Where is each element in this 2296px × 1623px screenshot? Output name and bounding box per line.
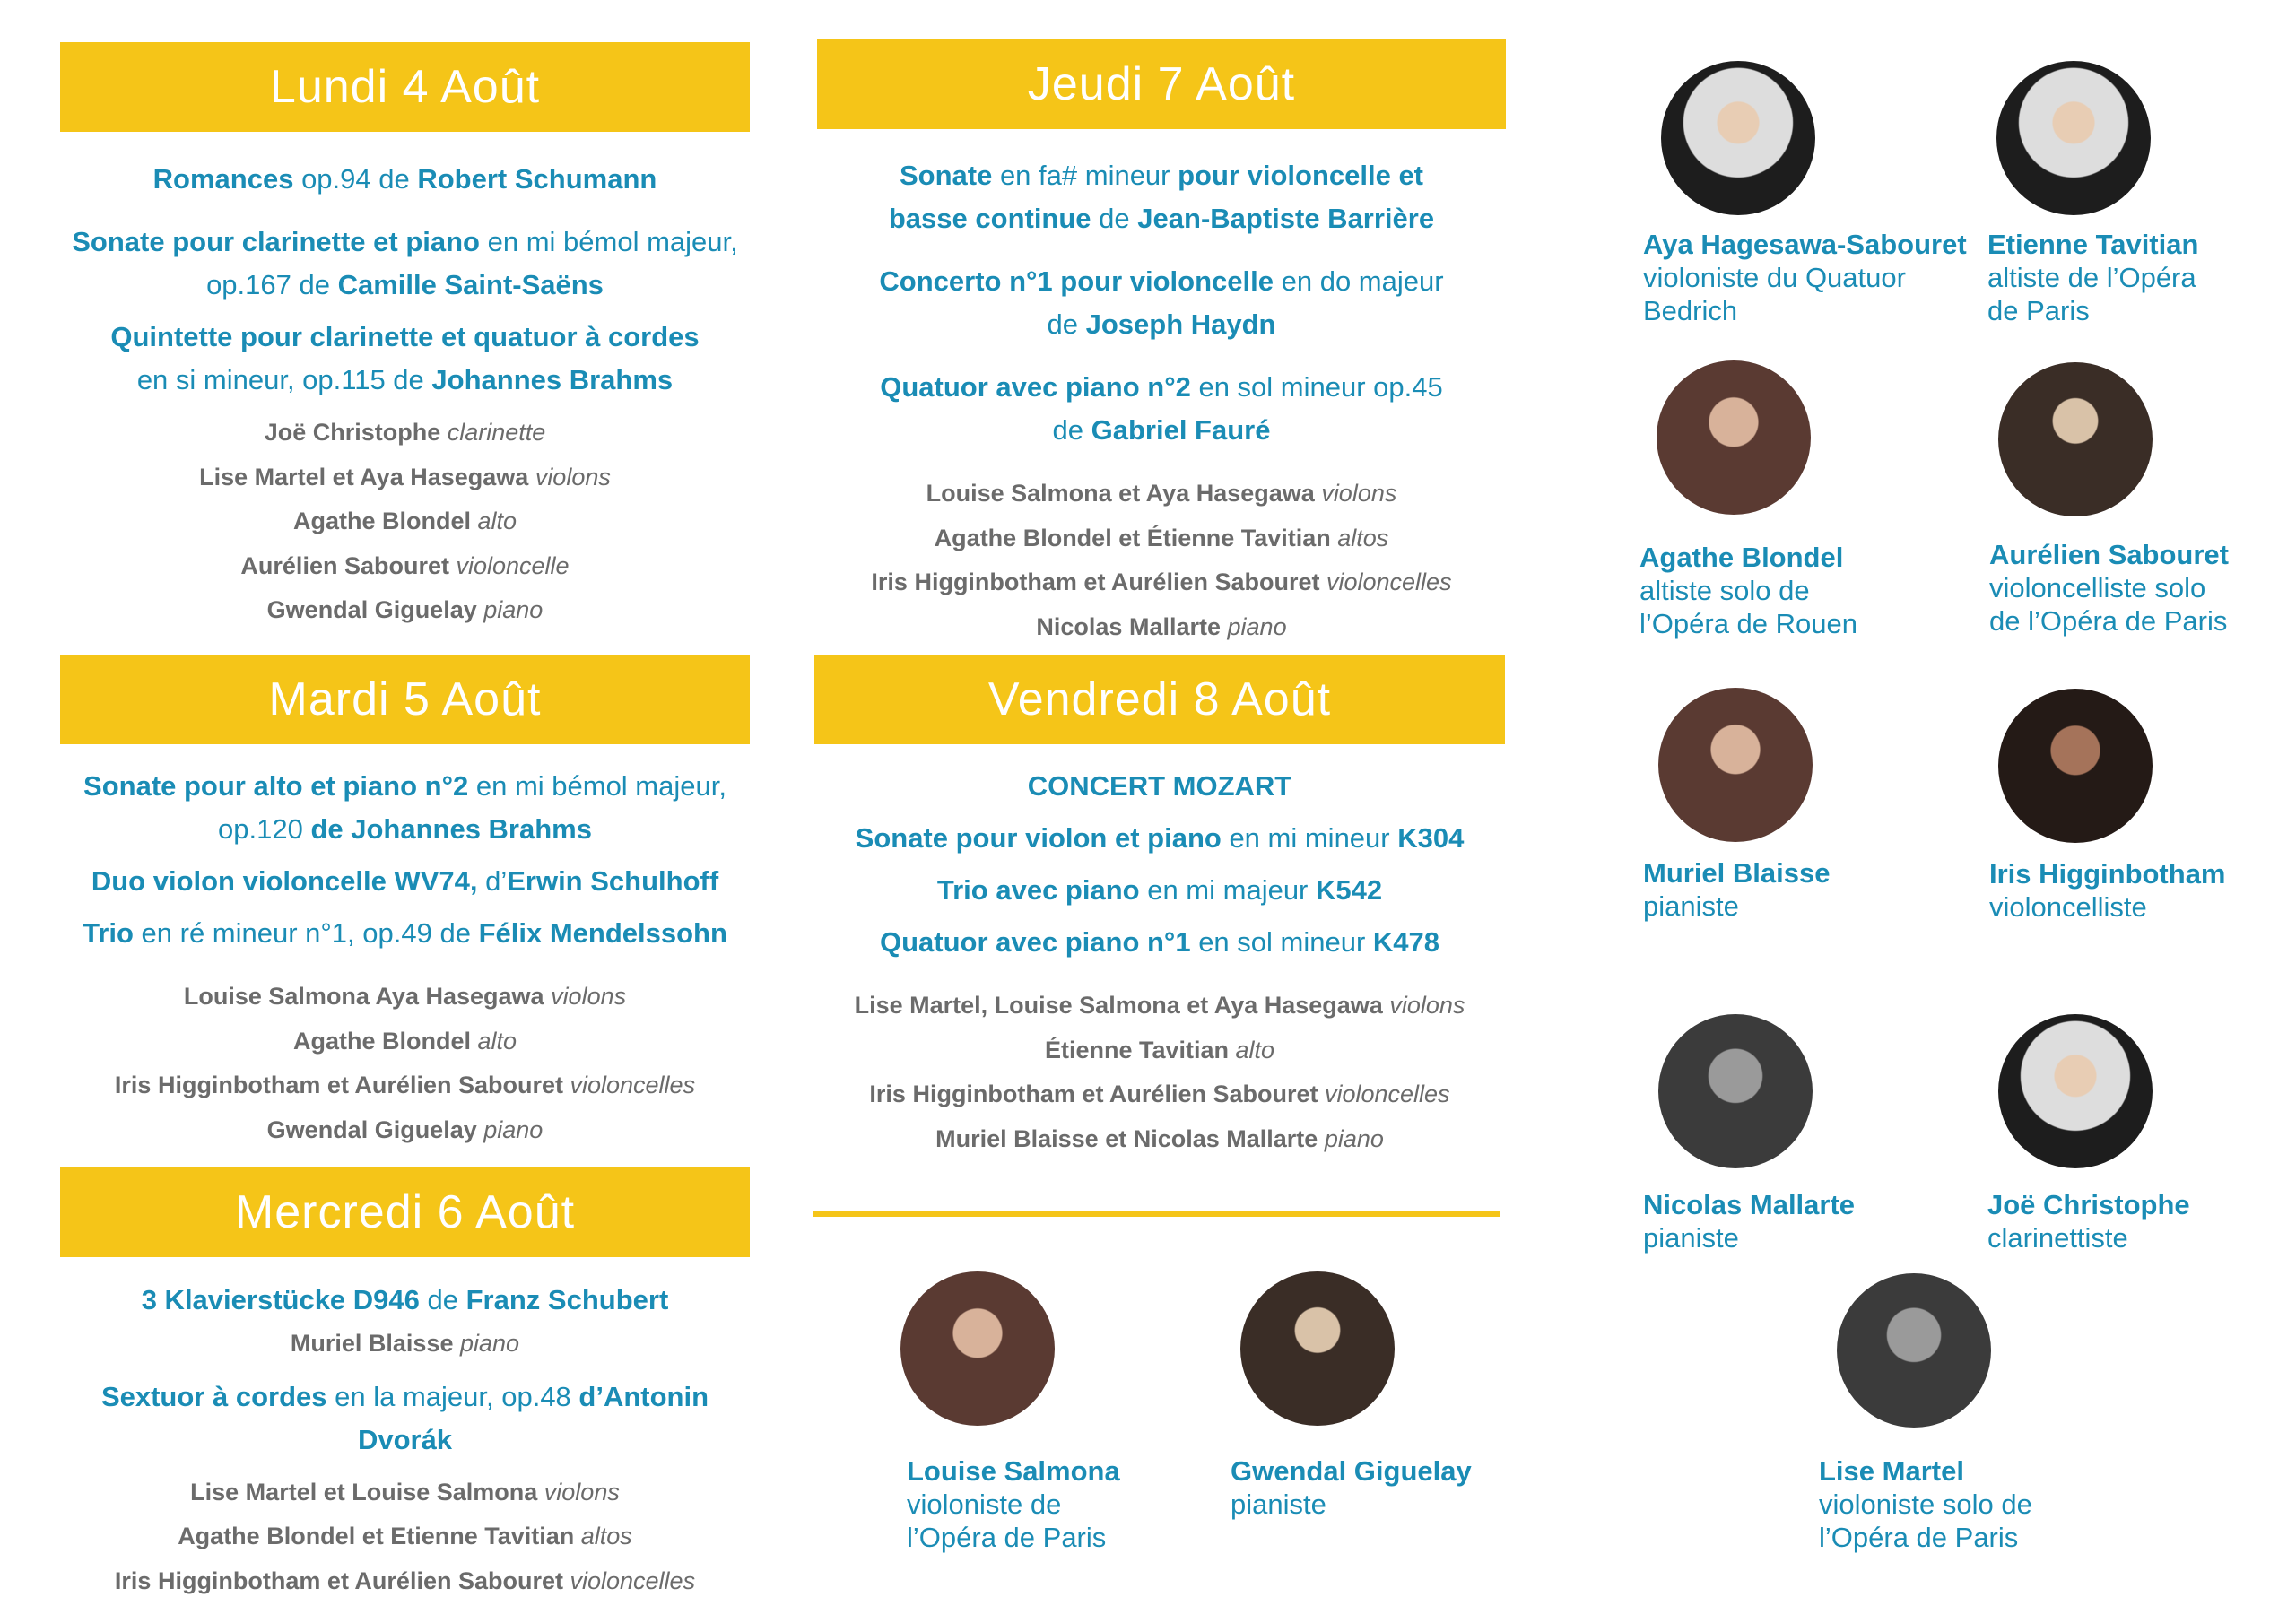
performer-line: Iris Higginbotham et Aurélien Sabouret violoncelles bbox=[869, 1081, 1450, 1107]
performer-line: Gwendal Giguelay piano bbox=[266, 1115, 544, 1143]
artist-bio-joe bbox=[1987, 1188, 2190, 1254]
artist-role: violoniste du Quatuor bbox=[1643, 262, 1906, 293]
day-title: Lundi 4 Août bbox=[269, 61, 541, 113]
artist-bio-iris bbox=[1989, 857, 2226, 924]
portrait-louise bbox=[900, 1271, 1055, 1426]
performer-line: Agathe Blondel et Etienne Tavitian altos bbox=[178, 1523, 632, 1549]
work-item: Trio avec piano en mi majeur K542 bbox=[936, 874, 1383, 906]
work-item: Sonate pour clarinette et piano en mi bémol majeur, bbox=[72, 226, 738, 257]
program-jeudi bbox=[817, 154, 1506, 649]
work-item-cont: de Gabriel Fauré bbox=[1052, 414, 1271, 446]
program-lundi bbox=[60, 158, 750, 633]
artist-role: altiste de l’Opéra bbox=[1987, 262, 2196, 293]
performer-line: Muriel Blaisse piano bbox=[290, 1330, 520, 1357]
artist-bio-agathe bbox=[1639, 541, 1857, 640]
portrait-muriel bbox=[1658, 688, 1813, 842]
artist-name: Joë Christophe bbox=[1987, 1189, 2190, 1220]
artist-role: pianiste bbox=[1643, 1222, 1739, 1254]
performer-line: Gwendal Giguelay piano bbox=[266, 596, 544, 623]
program-mercredi bbox=[60, 1279, 750, 1603]
performer-line: Agathe Blondel alto bbox=[292, 508, 517, 534]
day-banner-mardi bbox=[60, 655, 750, 744]
artist-name: Louise Salmona bbox=[907, 1455, 1120, 1487]
performer-line: Louise Salmona et Aya Hasegawa violons bbox=[926, 480, 1397, 507]
artist-bio-gwendal bbox=[1231, 1454, 1472, 1521]
work-item-cont: basse continue de Jean-Baptiste Barrière bbox=[888, 203, 1435, 234]
portrait-agathe bbox=[1657, 360, 1811, 515]
artist-bio-lise bbox=[1819, 1454, 2032, 1554]
performer-line: Agathe Blondel et Étienne Tavitian altos bbox=[934, 524, 1389, 551]
work-item: Trio en ré mineur n°1, op.49 de Félix Mendelssohn bbox=[83, 917, 727, 949]
work-item: Romances op.94 de Robert Schumann bbox=[152, 163, 657, 195]
artist-bio-louise bbox=[907, 1454, 1120, 1554]
performer-line: Étienne Tavitian alto bbox=[1044, 1036, 1275, 1063]
work-item: Quatuor avec piano n°2 en sol mineur op.45 bbox=[880, 371, 1443, 403]
portrait-iris bbox=[1998, 689, 2152, 843]
artist-bio-muriel bbox=[1643, 856, 1830, 923]
day-banner-jeudi bbox=[817, 39, 1506, 129]
performer-line: Lise Martel et Aya Hasegawa violons bbox=[199, 463, 611, 490]
work-item: Quintette pour clarinette et quatuor à cordes bbox=[110, 321, 700, 352]
concert-heading: CONCERT MOZART bbox=[1027, 770, 1292, 802]
artist-role: violoniste de bbox=[907, 1488, 1062, 1520]
portrait-lise bbox=[1837, 1273, 1991, 1428]
portrait-etienne bbox=[1996, 61, 2151, 215]
work-item: Sextuor à cordes en la majeur, op.48 d’Antonin Dvorák bbox=[100, 1380, 709, 1455]
artist-name: Lise Martel bbox=[1819, 1455, 1964, 1487]
artist-name: Gwendal Giguelay bbox=[1231, 1455, 1472, 1487]
artist-name: Agathe Blondel bbox=[1639, 542, 1844, 573]
artist-bio-aurelien bbox=[1989, 538, 2229, 638]
performer-line: Lise Martel et Louise Salmona violons bbox=[190, 1478, 620, 1506]
performer-line: Lise Martel, Louise Salmona et Aya Hasegawa violons bbox=[854, 992, 1465, 1019]
performer-line: Agathe Blondel alto bbox=[292, 1027, 517, 1055]
artist-name: Aya Hagesawa-Sabouret bbox=[1643, 229, 1967, 260]
artist-role: Bedrich bbox=[1643, 295, 1738, 326]
work-item-cont: op.120 de Johannes Brahms bbox=[218, 813, 592, 845]
artist-name: Muriel Blaisse bbox=[1643, 857, 1831, 889]
artist-bio-aya bbox=[1643, 228, 1967, 327]
artist-role: altiste solo de bbox=[1639, 575, 1810, 606]
performer-line: Aurélien Sabouret violoncelle bbox=[240, 551, 570, 579]
performer-line: Muriel Blaisse et Nicolas Mallarte piano bbox=[935, 1124, 1384, 1152]
artist-role: l’Opéra de Paris bbox=[1819, 1522, 2019, 1553]
artist-role: l’Opéra de Rouen bbox=[1639, 608, 1857, 639]
artist-role: de Paris bbox=[1987, 295, 2090, 326]
artist-name: Aurélien Sabouret bbox=[1989, 539, 2229, 570]
artist-name: Iris Higginbotham bbox=[1989, 858, 2226, 890]
work-item: Duo violon violoncelle WV74, d’Erwin Schulhoff bbox=[91, 865, 719, 897]
work-item: Sonate pour violon et piano en mi mineur K304 bbox=[855, 822, 1465, 854]
work-item-cont: de Joseph Haydn bbox=[1047, 308, 1276, 340]
work-item: Concerto n°1 pour violoncelle en do majeur bbox=[879, 265, 1444, 297]
work-item: 3 Klavierstücke D946 de Franz Schubert bbox=[141, 1284, 669, 1315]
artist-role: violoncelliste solo bbox=[1989, 572, 2206, 603]
day-title: Jeudi 7 Août bbox=[1027, 58, 1296, 110]
day-title: Vendredi 8 Août bbox=[987, 673, 1332, 725]
artist-role: pianiste bbox=[1231, 1488, 1326, 1520]
portrait-joe bbox=[1998, 1014, 2152, 1168]
divider-rule bbox=[813, 1211, 1500, 1217]
day-title: Mardi 5 Août bbox=[268, 673, 542, 725]
performer-line: Iris Higginbotham et Aurélien Sabouret violoncelles bbox=[114, 1567, 696, 1594]
artist-role: violoniste solo de bbox=[1819, 1488, 2032, 1520]
portrait-aya bbox=[1661, 61, 1815, 215]
artist-role: l’Opéra de Paris bbox=[907, 1522, 1107, 1553]
performer-line: Louise Salmona Aya Hasegawa violons bbox=[183, 983, 627, 1010]
artist-role: violoncelliste bbox=[1989, 891, 2147, 923]
artist-role: de l’Opéra de Paris bbox=[1989, 605, 2228, 637]
artist-bio-nicolas bbox=[1643, 1188, 1855, 1254]
artist-bio-etienne bbox=[1987, 228, 2198, 327]
work-item-cont: op.167 de Camille Saint-Saëns bbox=[206, 269, 604, 300]
artist-role: pianiste bbox=[1643, 890, 1739, 922]
performer-line: Iris Higginbotham et Aurélien Sabouret violoncelles bbox=[871, 568, 1452, 595]
artist-name: Etienne Tavitian bbox=[1987, 229, 2199, 260]
day-title: Mercredi 6 Août bbox=[234, 1186, 576, 1238]
work-item: Sonate en fa# mineur pour violoncelle et bbox=[899, 160, 1424, 191]
artist-role: clarinettiste bbox=[1987, 1222, 2128, 1254]
work-item: Sonate pour alto et piano n°2 en mi bémol majeur, bbox=[83, 770, 726, 802]
performer-line: Nicolas Mallarte piano bbox=[1036, 612, 1287, 640]
day-banner-mercredi bbox=[60, 1167, 750, 1257]
performer-line: Iris Higginbotham et Aurélien Sabouret violoncelles bbox=[114, 1072, 696, 1098]
program-mardi bbox=[60, 765, 750, 1152]
portrait-gwendal bbox=[1240, 1271, 1395, 1426]
program-vendredi bbox=[814, 765, 1505, 1161]
portrait-aurelien bbox=[1998, 362, 2152, 516]
day-banner-vendredi bbox=[814, 655, 1505, 744]
day-banner-lundi bbox=[60, 42, 750, 132]
portrait-nicolas bbox=[1658, 1014, 1813, 1168]
work-item-cont: en si mineur, op.115 de Johannes Brahms bbox=[136, 364, 674, 395]
artist-name: Nicolas Mallarte bbox=[1643, 1189, 1856, 1220]
work-item: Quatuor avec piano n°1 en sol mineur K478 bbox=[879, 926, 1440, 958]
performer-line: Joë Christophe clarinette bbox=[264, 419, 546, 446]
